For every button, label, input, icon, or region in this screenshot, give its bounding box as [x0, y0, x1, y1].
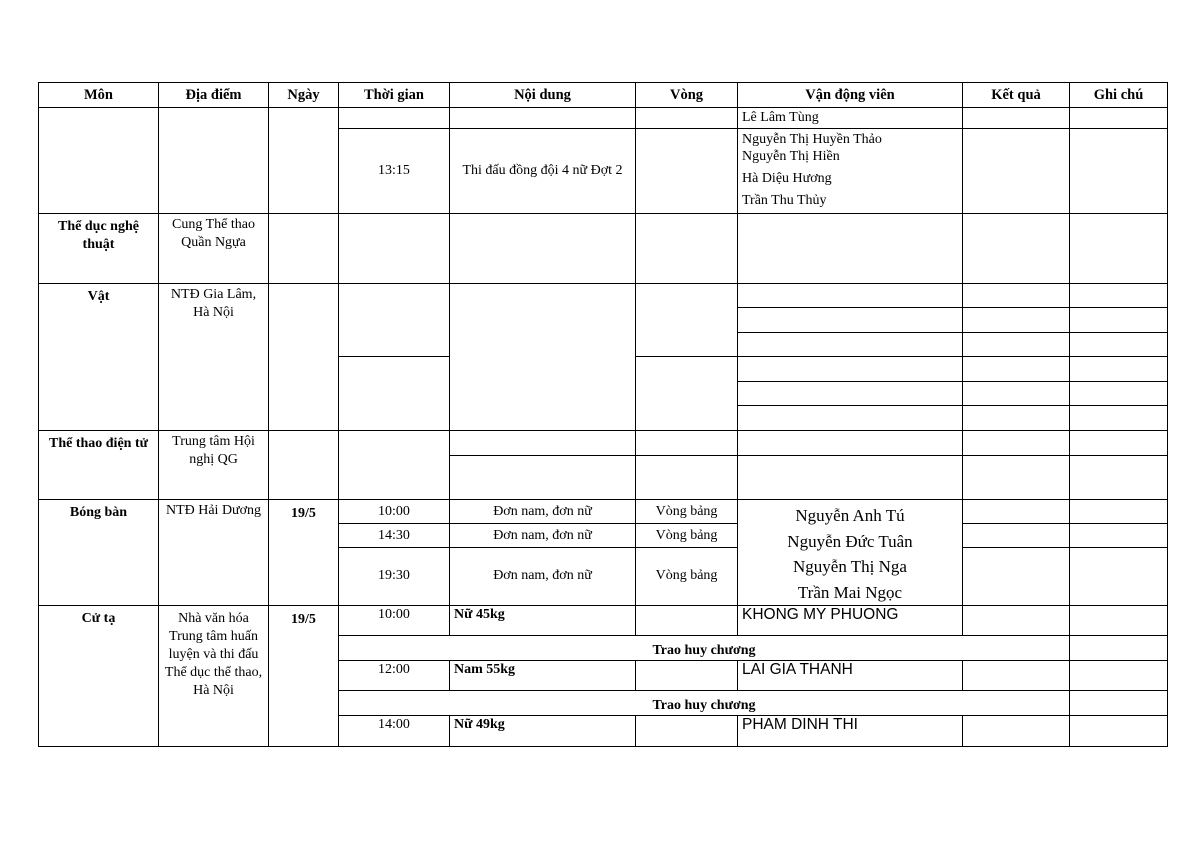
header-result: Kết quả	[963, 83, 1070, 108]
athlete-cell	[738, 431, 963, 456]
athlete-name: Hà Diệu Hương	[742, 170, 832, 186]
time-cell	[339, 284, 450, 357]
competition-schedule-table	[38, 82, 1168, 747]
result-cell	[963, 606, 1070, 636]
athlete-cell	[738, 382, 963, 406]
athlete-cell	[738, 406, 963, 431]
table-row	[39, 500, 1168, 524]
header-row	[39, 83, 1168, 108]
athlete-name: Nguyễn Thị Hiền	[742, 148, 840, 164]
athlete-cell	[738, 284, 963, 308]
header-date: Ngày	[269, 83, 339, 108]
content-cell: Nam 55kg	[450, 661, 636, 691]
athlete-cell	[738, 308, 963, 333]
athlete-cell: KHONG MY PHUONG	[738, 606, 963, 636]
athlete-cell	[738, 214, 963, 284]
round-cell: Vòng bảng	[636, 500, 738, 524]
date-cell: 19/5	[269, 606, 339, 747]
content-cell	[450, 456, 636, 500]
sport-cell: Thể dục nghệ thuật	[39, 214, 159, 284]
header-time: Thời gian	[339, 83, 450, 108]
athlete-cell	[738, 456, 963, 500]
header-note: Ghi chú	[1070, 83, 1168, 108]
result-cell	[963, 456, 1070, 500]
content-cell: Đơn nam, đơn nữ	[450, 500, 636, 524]
result-cell	[963, 500, 1070, 524]
note-cell	[1070, 129, 1168, 214]
date-cell	[269, 214, 339, 284]
content-cell	[450, 214, 636, 284]
athlete-name: Nguyễn Thị Huyền Thảo	[742, 131, 882, 147]
table-row	[39, 214, 1168, 284]
time-cell: 13:15	[339, 129, 450, 214]
round-cell: Vòng bảng	[636, 524, 738, 547]
round-cell	[636, 214, 738, 284]
date-cell	[269, 108, 339, 214]
athlete-name: Nguyễn Thị Nga	[793, 557, 907, 576]
sport-cell	[39, 108, 159, 214]
result-cell	[963, 382, 1070, 406]
result-cell	[963, 129, 1070, 214]
athlete-cell	[738, 333, 963, 357]
time-cell: 12:00	[339, 661, 450, 691]
venue-cell: Cung Thể thao Quần Ngựa	[159, 214, 269, 284]
athlete-list	[738, 129, 963, 214]
note-cell	[1070, 284, 1168, 308]
round-cell	[636, 357, 738, 431]
athlete-cell: LAI GIA THANH	[738, 661, 963, 691]
note-cell	[1070, 431, 1168, 456]
result-cell	[963, 333, 1070, 357]
round-cell	[636, 284, 738, 357]
sport-cell: Thể thao điện tử	[39, 431, 159, 500]
round-cell: Vòng bảng	[636, 547, 738, 605]
note-cell	[1070, 500, 1168, 524]
round-cell	[636, 661, 738, 691]
content-cell: Nữ 45kg	[450, 606, 636, 636]
time-cell	[339, 431, 450, 500]
time-cell: 10:00	[339, 500, 450, 524]
sport-cell: Bóng bàn	[39, 500, 159, 606]
result-cell	[963, 357, 1070, 382]
venue-cell: Nhà văn hóa Trung tâm huấn luyện và thi đấu Thể dục thể thao, Hà Nội	[159, 606, 269, 747]
result-cell	[963, 308, 1070, 333]
round-cell	[636, 716, 738, 747]
athlete-name: Nguyễn Anh Tú	[795, 506, 905, 525]
header-content: Nội dung	[450, 83, 636, 108]
venue-cell: NTĐ Hải Dương	[159, 500, 269, 606]
athlete-list	[738, 500, 963, 606]
sport-cell: Cử tạ	[39, 606, 159, 747]
table-row	[39, 431, 1168, 456]
venue-cell: NTĐ Gia Lâm, Hà Nội	[159, 284, 269, 431]
table-row	[39, 284, 1168, 308]
athlete-name: Nguyễn Đức Tuân	[787, 531, 913, 551]
header-sport: Môn	[39, 83, 159, 108]
note-cell	[1070, 406, 1168, 431]
date-cell: 19/5	[269, 500, 339, 606]
athlete-name: Trần Thu Thủy	[742, 192, 827, 208]
venue-cell: Trung tâm Hội nghị QG	[159, 431, 269, 500]
note-cell	[1070, 661, 1168, 691]
content-cell: Đơn nam, đơn nữ	[450, 524, 636, 547]
note-cell	[1070, 691, 1168, 716]
result-cell	[963, 716, 1070, 747]
note-cell	[1070, 456, 1168, 500]
time-cell: 14:00	[339, 716, 450, 747]
result-cell	[963, 547, 1070, 605]
athlete-name: Trần Mai Ngọc	[797, 582, 903, 602]
header-athletes: Vận động viên	[738, 83, 963, 108]
note-cell	[1070, 333, 1168, 357]
note-cell	[1070, 382, 1168, 406]
date-cell	[269, 431, 339, 500]
result-cell	[963, 431, 1070, 456]
result-cell	[963, 108, 1070, 129]
result-cell	[963, 214, 1070, 284]
medal-ceremony-row: Trao huy chương	[339, 636, 1070, 661]
athlete-cell	[738, 357, 963, 382]
content-cell	[450, 108, 636, 129]
athlete-cell: PHAM DINH THI	[738, 716, 963, 747]
sport-cell: Vật	[39, 284, 159, 431]
round-cell	[636, 431, 738, 456]
result-cell	[963, 524, 1070, 547]
header-venue: Địa điểm	[159, 83, 269, 108]
table-row	[39, 108, 1168, 129]
date-cell	[269, 284, 339, 431]
note-cell	[1070, 547, 1168, 605]
round-cell	[636, 129, 738, 214]
round-cell	[636, 606, 738, 636]
time-cell: 14:30	[339, 524, 450, 547]
athlete-cell: Lê Lâm Tùng	[738, 108, 963, 129]
content-cell: Đơn nam, đơn nữ	[450, 547, 636, 605]
round-cell	[636, 108, 738, 129]
result-cell	[963, 406, 1070, 431]
content-cell	[450, 431, 636, 456]
note-cell	[1070, 308, 1168, 333]
note-cell	[1070, 524, 1168, 547]
note-cell	[1070, 214, 1168, 284]
result-cell	[963, 284, 1070, 308]
time-cell	[339, 108, 450, 129]
time-cell	[339, 214, 450, 284]
venue-cell	[159, 108, 269, 214]
time-cell: 10:00	[339, 606, 450, 636]
note-cell	[1070, 716, 1168, 747]
time-cell	[339, 357, 450, 431]
result-cell	[963, 661, 1070, 691]
note-cell	[1070, 108, 1168, 129]
content-cell: Nữ 49kg	[450, 716, 636, 747]
content-cell	[450, 284, 636, 431]
content-cell: Thi đấu đồng đội 4 nữ Đợt 2	[450, 129, 636, 214]
round-cell	[636, 456, 738, 500]
note-cell	[1070, 636, 1168, 661]
medal-ceremony-row: Trao huy chương	[339, 691, 1070, 716]
time-cell: 19:30	[339, 547, 450, 605]
table-row	[39, 606, 1168, 636]
note-cell	[1070, 606, 1168, 636]
header-round: Vòng	[636, 83, 738, 108]
note-cell	[1070, 357, 1168, 382]
